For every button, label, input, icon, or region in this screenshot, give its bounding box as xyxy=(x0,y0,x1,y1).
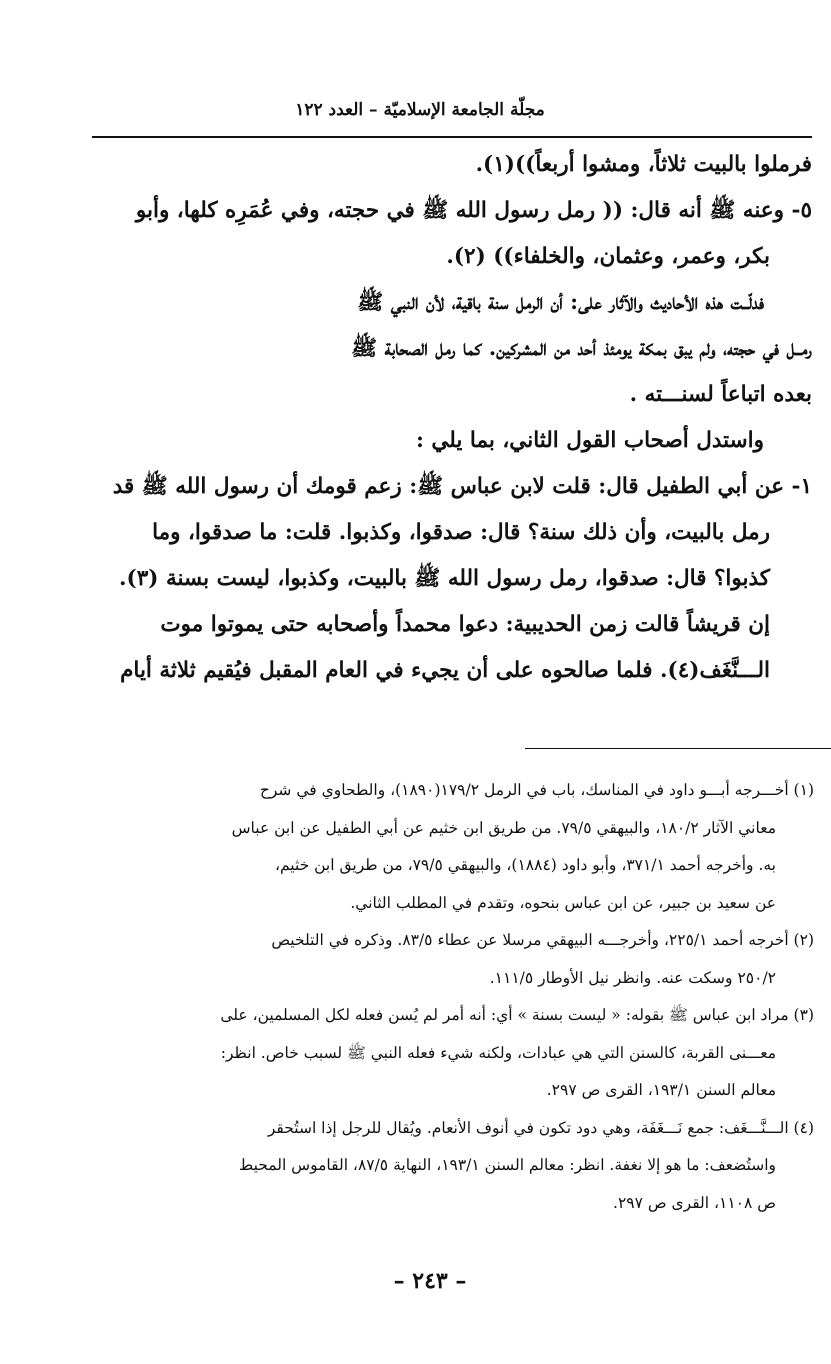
body-line: بكر، وعمر، وعثمان، والخلفاء)) (٢). xyxy=(446,244,770,269)
running-header: مجلّة الجامعة الإسلاميّة – العدد ١٢٢ xyxy=(295,100,545,120)
footnote-line: عن سعيد بن جبير، عن ابن عباس بنحوه، وتقدم في المطلب الثاني. xyxy=(350,893,776,912)
footnote-line: (٤) الـــنَّـــغَف: جمع نَـــغَفَة، وهي دود تكون في أنوف الأنعام. ويُقال للرجل إذا استُحقر xyxy=(267,1118,814,1137)
body-line: ٥- وعنه ﷺ أنه قال: (( رمل رسول الله ﷺ في حجته، وفي عُمَرِه كلها، وأبو xyxy=(135,198,812,223)
main-body-text xyxy=(92,142,812,694)
body-line: ١- عن أبي الطفيل قال: قلت لابن عباس ﷺ: زعم قومك أن رسول الله ﷺ قد xyxy=(112,474,812,499)
footnote-line: واستُضعف: ما هو إلا نغفة. انظر: معالم السنن ١٩٣/١، النهاية ٨٧/٥، القاموس المحيط xyxy=(238,1156,776,1174)
body-line: رمــل في حجته، ولم يبق بمكة يومئذ أحد من المشركين. كما رمل الصحابة ﷺ xyxy=(351,336,812,361)
footnote-line: معـــنى القربة، كالسنن التي هي عبادات، ولكنه شيء فعله النبي ﷺ لسبب خاص. انظر: xyxy=(220,1043,776,1062)
footnote-line: معالم السنن ١٩٣/١، القرى ص ٢٩٧. xyxy=(546,1081,776,1099)
footnote-line: (٣) مراد ابن عباس ﷺ بقوله: « ليست بسنة » أي: أنه أمر لم يُسن فعله لكل المسلمين، على xyxy=(220,1006,814,1024)
body-line: واستدل أصحاب القول الثاني، بما يلي : xyxy=(415,428,764,453)
header-divider xyxy=(92,136,812,138)
footnote-line: (١) أخـــرجه أبـــو داود في المناسك، باب في الرمل ١٧٩/٢(١٨٩٠)، والطحاوي في شرح xyxy=(259,781,814,799)
footnote-line: ص ١١٠٨، القرى ص ٢٩٧. xyxy=(613,1193,776,1212)
footnotes xyxy=(92,772,814,1222)
page-number: – ٢٤٣ – xyxy=(393,1268,467,1294)
footnote-line: به. وأخرجه أحمد ٣٧١/١، وأبو داود (١٨٨٤)، والبيهقي ٧٩/٥، من طريق ابن خثيم، xyxy=(274,856,776,874)
footnote-1 xyxy=(92,772,814,922)
body-line: الـــنَّغَف(٤). فلما صالحوه على أن يجيء في العام المقبل فيُقيم ثلاثة أيام xyxy=(120,658,770,683)
body-line: بعده اتباعاً لسنـــته . xyxy=(629,382,812,407)
footnote-3 xyxy=(92,997,814,1110)
body-line: فرملوا بالبيت ثلاثاً، ومشوا أربعاً))(١). xyxy=(475,152,812,177)
body-line: فدلّــت هذه الأحاديث والآثار على: أن الرمل سنة باقية، لأن النبي ﷺ xyxy=(357,290,764,315)
footnote-4 xyxy=(92,1110,814,1223)
body-line: رمل بالبيت، وأن ذلك سنة؟ قال: صدقوا، وكذبوا. قلت: ما صدقوا، وما xyxy=(152,520,770,545)
footnote-line: ٢٥٠/٢ وسكت عنه. وانظر نيل الأوطار ١١١/٥. xyxy=(489,968,776,987)
footnote-line: معاني الآثار ١٨٠/٢، والبيهقي ٧٩/٥. من طريق ابن خثيم عن أبي الطفيل عن ابن عباس xyxy=(231,818,776,837)
footnote-2 xyxy=(92,922,814,997)
footnote-line: (٢) أخرجه أحمد ٢٢٥/١، وأخرجـــه البيهقي مرسلا عن عطاء ٨٣/٥. وذكره في التلخيص xyxy=(271,931,814,949)
footnote-separator xyxy=(525,748,831,749)
body-line: كذبوا؟ قال: صدقوا، رمل رسول الله ﷺ بالبيت، وكذبوا، ليست بسنة (٣). xyxy=(119,566,770,591)
body-line: إن قريشاً قالت زمن الحديبية: دعوا محمداً وأصحابه حتى يموتوا موت xyxy=(160,612,770,637)
